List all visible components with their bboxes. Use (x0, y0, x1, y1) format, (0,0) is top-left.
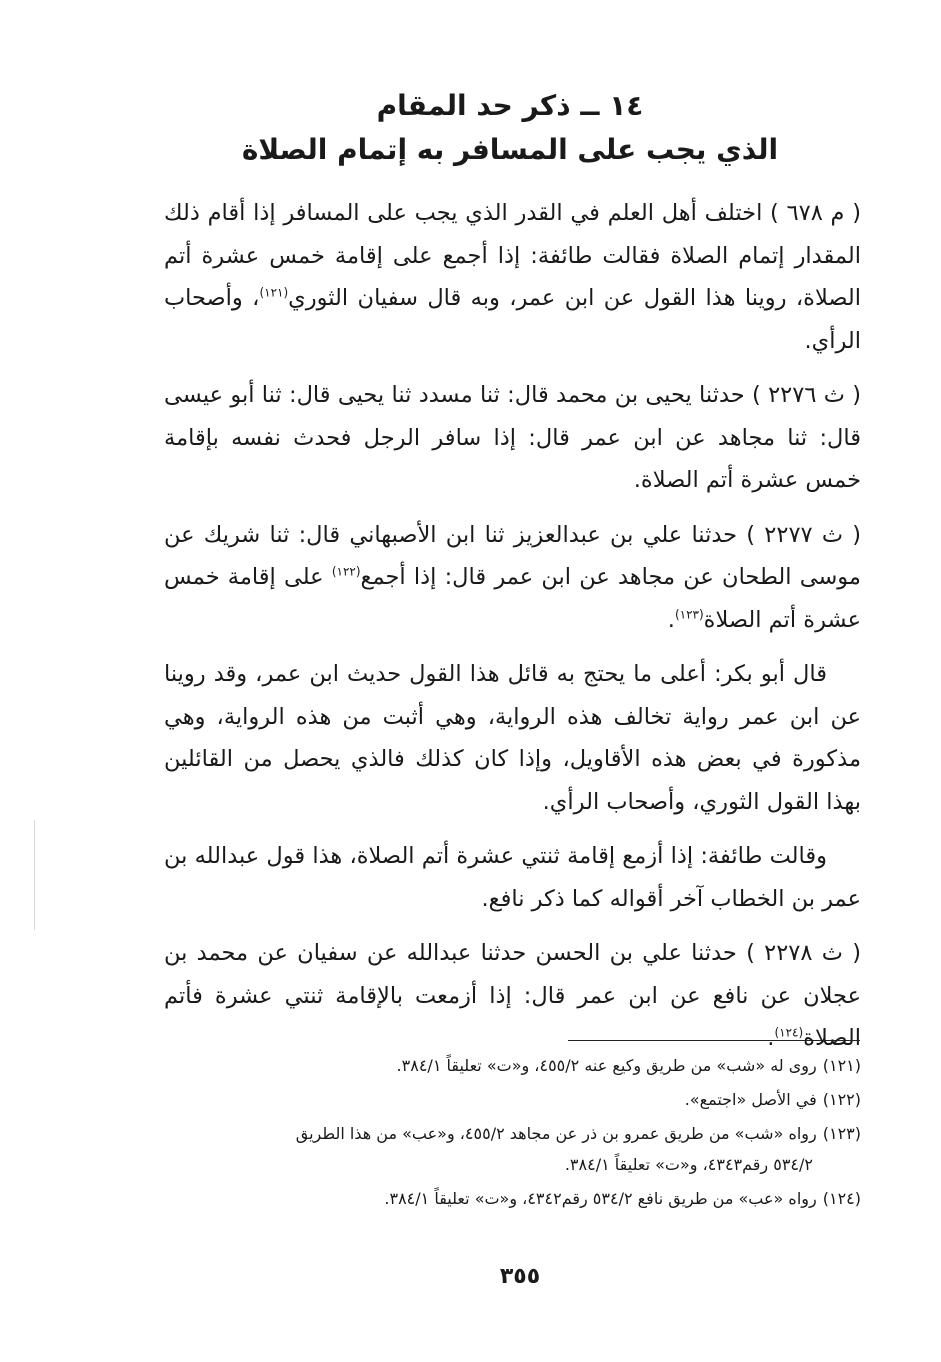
footnote-122: (١٢٢)في الأصل «اجتمع». (684, 1090, 861, 1109)
paragraph-m678: ( م ٦٧٨ ) اختلف أهل العلم في القدر الذي يجب على المسافر إذا أقام ذلك المقدار إتمام الصلاة فقالت طائفة: إذا أجمع على إقامة خمس عشرة أتم الصلاة، روينا هذا القول عن ابن عمر، وبه قال سفيان الثوري$^{(١٢١)}$، وأصحاب الرأي. (164, 200, 861, 354)
footnote-ref-123: (١٢٣) (674, 607, 704, 621)
chapter-heading: ١٤ ــ ذكر حد المقام (376, 89, 644, 122)
footnote-ref-122: (١٢٢) (331, 564, 361, 579)
chapter-subheading: الذي يجب على المسافر به إتمام الصلاة (241, 133, 779, 166)
paragraph-th2277: ( ث ٢٢٧٧ ) حدثنا علي بن عبدالعزيز ثنا ابن الأصبهاني قال: ثنا شريك عن موسى الطحان عن مجاهد عن ابن عمر قال: إذا أجمع$^{(١٢٢)}$ على إقامة خمس عشرة أتم الصلاة$^{(١٢٣)}$. (164, 521, 862, 633)
footnotes (164, 1050, 861, 1217)
footnote-ref-121: (١٢١) (259, 285, 289, 300)
footnote-124: (١٢٤)رواه «عب» من طريق نافع ٥٣٤/٢ رقم٤٣٤٢، و«ت» تعليقاً ٣٨٤/١. (384, 1189, 861, 1208)
page-number: ٣٥٥ (499, 1264, 541, 1289)
footnote-121: (١٢١)روى له «شب» من طريق وكيع عنه ٤٥٥/٢، و«ت» تعليقاً ٣٨٤/١. (396, 1056, 861, 1075)
footnote-separator (568, 1040, 860, 1041)
paragraph-abu-bakr: قال أبو بكر: أعلى ما يحتج به قائل هذا القول حديث ابن عمر، وقد روينا عن ابن عمر رواية تخالف هذه الرواية، وهي أثبت من هذه الرواية، وهي مذكورة في بعض هذه الأقاويل، وإذا كان كذلك فالذي يحصل من القائلين بهذا القول الثوري، وأصحاب الرأي. (164, 661, 861, 815)
paragraph-th2276: ( ث ٢٢٧٦ ) حدثنا يحيى بن محمد قال: ثنا مسدد ثنا يحيى قال: ثنا أبو عيسى قال: ثنا مجاهد عن ابن عمر قال: إذا سافر الرجل فحدث نفسه بإقامة خمس عشرة أتم الصلاة. (164, 382, 861, 493)
paragraph-other-group: وقالت طائفة: إذا أزمع إقامة ثنتي عشرة أتم الصلاة، هذا قول عبدالله بن عمر بن الخطاب آخر أقواله كما ذكر نافع. (164, 843, 861, 912)
footnote-ref-124: (١٢٤) (774, 1025, 804, 1040)
main-text (164, 192, 861, 1072)
paragraph-th2278: ( ث ٢٢٧٨ ) حدثنا علي بن الحسن حدثنا عبدالله عن سفيان عن محمد بن عجلان عن نافع عن ابن عمر قال: إذا أزمعت بالإقامة ثنتي عشرة فأتم الصلاة$^{(١٢٤)}$. (164, 940, 861, 1051)
footnote-123: (١٢٣)رواه «شب» من طريق عمرو بن ذر عن مجاهد ٤٥٥/٢، و«عب» من هذا الطريق ٥٣٤/٢ رقم٤٣٤٣، و«ت» تعليقاً ٣٨٤/١. (295, 1124, 861, 1174)
scan-margin-line (34, 820, 35, 930)
